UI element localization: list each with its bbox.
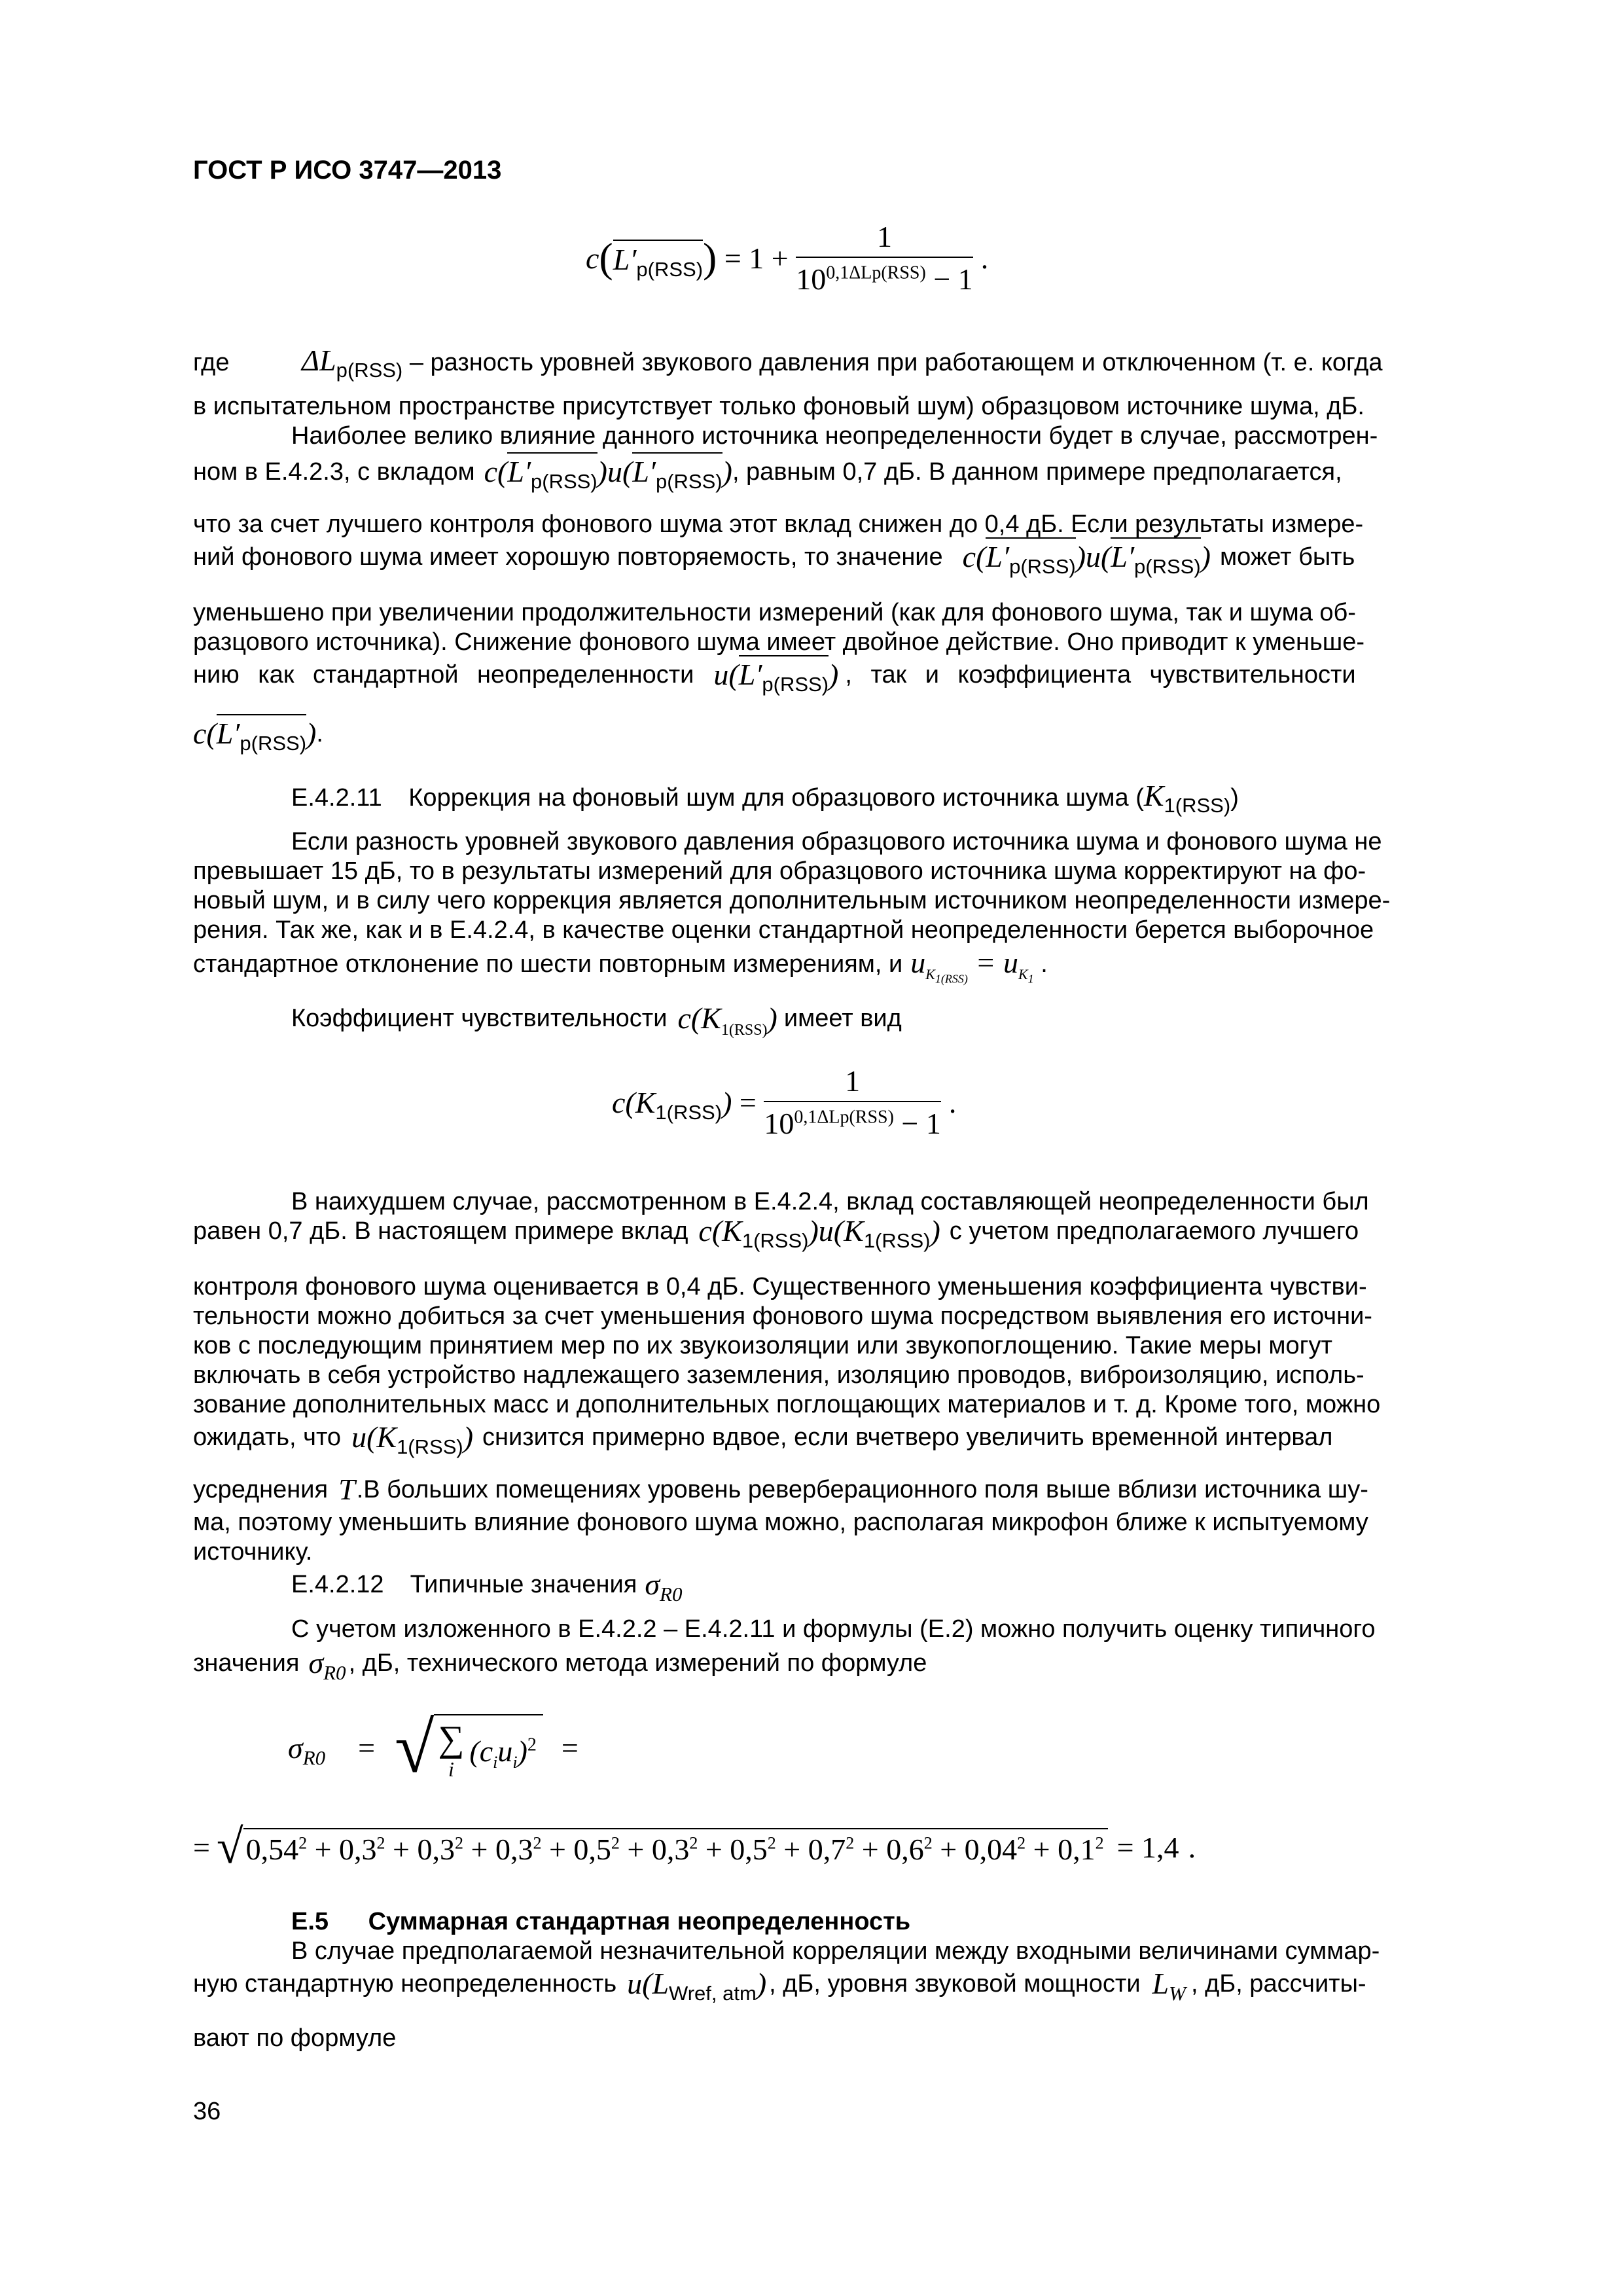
section-heading-e4211: Е.4.2.11 Коррекция на фоновый шум для образцового источника шума $(K_{1(RSS)})$ xyxy=(291,779,1239,817)
page-number: 36 xyxy=(193,2098,221,2125)
plus-sign: + xyxy=(541,1832,574,1866)
formula-sigma-sum: $\sigma_{R0}$ = √ ∑ i $(c_iu_i)^2$ = xyxy=(288,1708,579,1787)
plus-sign: + xyxy=(463,1832,495,1866)
where-clause: где $\Delta L_{p(RSS)}$ – разность уровней звукового давления при работающем и отключенном (т. е. когда xyxy=(193,344,1383,382)
squared-term: $0,3^2$ xyxy=(651,1832,698,1866)
squared-term: $0,3^2$ xyxy=(417,1832,463,1866)
document-header: ГОСТ Р ИСО 3747—2013 xyxy=(193,156,502,185)
exponent: 2 xyxy=(1095,1833,1104,1853)
exponent: 2 xyxy=(846,1833,855,1853)
exponent: 2 xyxy=(298,1833,308,1853)
formula1-numerator: 1 xyxy=(796,219,973,258)
plus-sign: + xyxy=(307,1832,340,1866)
exponent: 2 xyxy=(533,1833,542,1853)
plus-sign: + xyxy=(1026,1832,1058,1866)
squared-term: $0,3^2$ xyxy=(339,1832,385,1866)
document-page: ГОСТ Р ИСО 3747—2013 c ( $L'_{p(RSS)}$ ) = 1 + $\frac{1}{10^{0,1\Delta Lp(RSS)} - 1}$ . где $\Delta L_{p(RSS)}$ – разность уровней звукового давления при работающем и отключенном (т. е. когда в испытательном пространстве присутствует только фоновый шум) образцовом источнике шума, дБ. Наиболее велико влияние данного источника неопределенности будет в случае, рассмотрен- ном в Е.4.2.3, с вкладом $c(L'_{p(RSS)})u(L'_{p(RSS)})$ , равным 0,7 дБ. В данном примере предполагается, что за счет лучшего контроля фонового шума этот вклад снижен до 0,4 дБ. Если результаты измере- ний фонового шума имеет хорошую повторяемость, то значение $c(L'_{p(RSS)})u(L'_{p(RSS)})$ может быть уменьшено при увеличении продолжительности измерений (как для фонового шума, так и шума об- разцового источника). Снижение фонового шума имеет двойное действие. Оно приводит к уменьше- нию как стандартной неопределенности $u(L'_{p(RSS)})$ , так и коэффициента чувствительности $c(L'_{p(RSS)})$ . Е.4.2.11 Коррекция на фоновый шум для образцового источника шума $(K_{1(RSS)})$ Если разность уровней звукового давления образцового источника шума и фонового шума не превышает 15 дБ, то в результаты измерений для образцового источника шума корректируют на фо- новый шум, и в силу чего коррекция является дополнительным источником неопределенности измере- рения. Так же, как и в Е.4.2.4, в качестве оценки стандартной неопределенности берется выборочное стандартное отклонение по шести повторным измерениям, и $u_{K_{1(RSS)}} = u_{K_1}$ . Коэффициент чувствительности $c(K_{1(RSS)})$ имеет вид $c(K_{1(RSS)})$ = $\frac{1}{10^{0,1\Delta Lp(RSS)} - 1}$ . В наихудшем случае, рассмотренном в Е.4.2.4, вклад составляющей неопределенности был равен 0,7 дБ. В настоящем примере вклад $c(K_{1(RSS)})u(K_{1(RSS)})$ с учетом предполагаемого лучшего контроля фонового шума оценивается в 0,4 дБ. Существенного уменьшения коэффициента чувстви- тельности можно добиться за счет уменьшения фонового шума посредством выявления его источни- ков с последующим принятием мер по их звукоизоляции или звукопоглощению. Такие меры могут включать в себя устройство надлежащего заземления, изоляцию проводов, виброизоляцию, исполь- зование дополнительных масс и дополнительных поглощающих материалов и т. д. Кроме того, можно ожидать, что $u(K_{1(RSS)})$ снизится примерно вдвое, если вчетверо увеличить временной интервал усреднения T .В больших помещениях уровень реверберационного поля выше вблизи источника шу- ма, поэтому уменьшить влияние фонового шума можно, располагая микрофон ближе к испытуемому источнику. Е.4.2.12 Типичные значения $\sigma_{R0}$ С учетом изложенного в Е.4.2.2 – Е.4.2.11 и формулы (Е.2) можно получить оценку типичного значения $\sigma_{R0}$ , дБ, технического метода измерений по формуле $\sigma_{R0}$ = √ ∑ i $(c_iu_i)^2$ = = √ $0,54^2 + 0,3^2 + 0,3^2 + 0,3^2 + 0,5^2 + 0,3^2 + 0,5^2 + 0,7^2 + 0,6^2 + 0,04^2 + 0,1^2$ = 1,4 . Е.5 Суммарная стандартная неопределенность В случае предполагаемой незначительной корреляции между входными величинами суммар- ную стандартную неопределенность $u(L_{Wref, atm})$ , дБ, уровня звуковой мощности $L_W$ , дБ, рассчиты- вают по формуле 36 xyxy=(0,0,1623,2296)
squared-term: $0,3^2$ xyxy=(495,1832,542,1866)
plus-sign: + xyxy=(854,1832,887,1866)
squared-term: $0,5^2$ xyxy=(573,1832,620,1866)
exponent: 2 xyxy=(689,1833,698,1853)
exponent: 2 xyxy=(1017,1833,1026,1853)
section-heading-e4212: Е.4.2.12 Типичные значения $\sigma_{R0}$ xyxy=(291,1568,683,1606)
squared-term: $0,1^2$ xyxy=(1058,1832,1104,1866)
section-heading-e5: Е.5 Суммарная стандартная неопределенность xyxy=(291,1908,911,1935)
squared-term: $0,6^2$ xyxy=(886,1832,933,1866)
exponent: 2 xyxy=(611,1833,620,1853)
exponent: 2 xyxy=(767,1833,776,1853)
exponent: 2 xyxy=(923,1833,933,1853)
formula-correction-coefficient: c ( $L'_{p(RSS)}$ ) = 1 + $\frac{1}{10^{0,1\Delta Lp(RSS)} - 1}$ . xyxy=(586,220,989,296)
squared-term: $0,7^2$ xyxy=(808,1832,855,1866)
plus-sign: + xyxy=(385,1832,418,1866)
plus-sign: + xyxy=(776,1832,808,1866)
plus-sign: + xyxy=(698,1832,730,1866)
squared-term: 0,54$^2$ xyxy=(245,1832,308,1866)
plus-sign: + xyxy=(932,1832,965,1866)
squared-term: 0,04$^2$ xyxy=(964,1832,1026,1866)
plus-sign: + xyxy=(619,1832,652,1866)
formula-sensitivity-coefficient: $c(K_{1(RSS)})$ = $\frac{1}{10^{0,1\Delta Lp(RSS)} - 1}$ . xyxy=(612,1064,957,1140)
formula-sigma-numeric: = √ $0,54^2 + 0,3^2 + 0,3^2 + 0,3^2 + 0,5^2 + 0,3^2 + 0,5^2 + 0,7^2 + 0,6^2 + 0,04^2 + 0,1^2$ = 1,4 . xyxy=(193,1820,1196,1874)
squared-term: $0,5^2$ xyxy=(730,1832,776,1866)
exponent: 2 xyxy=(376,1833,385,1853)
exponent: 2 xyxy=(454,1833,463,1853)
